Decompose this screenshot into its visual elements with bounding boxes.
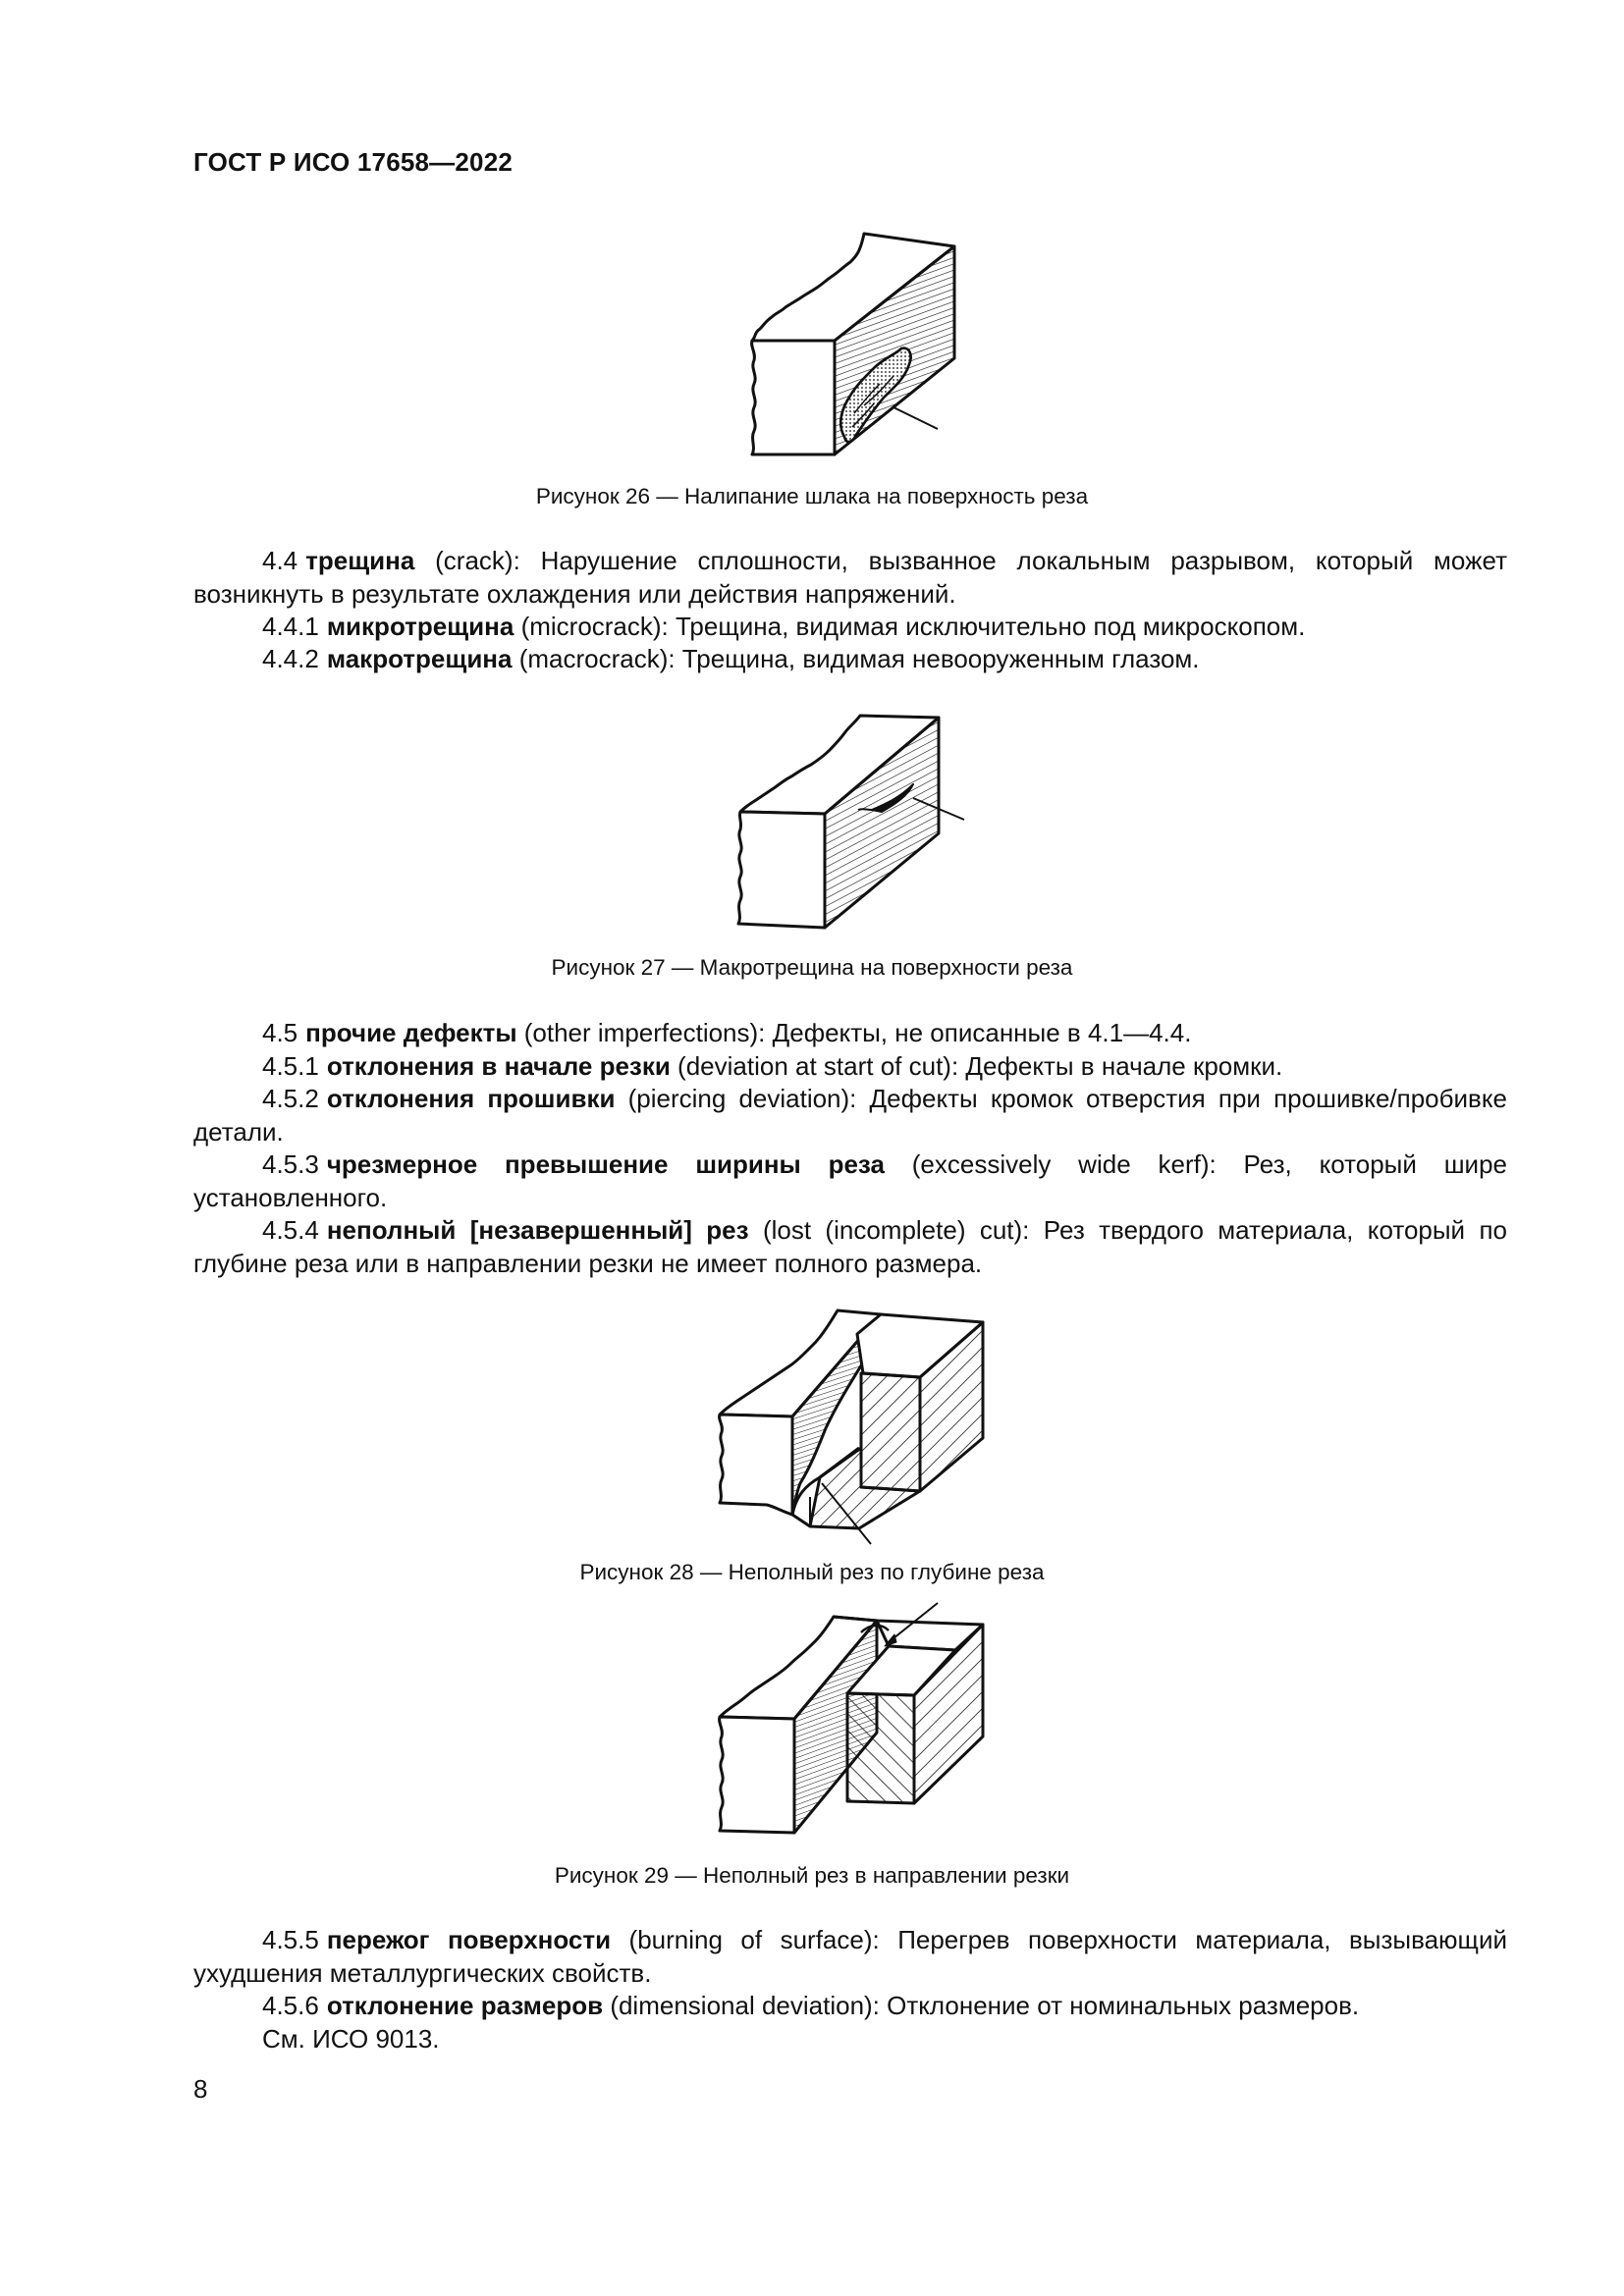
- section-4-5-6: 4.5.6 отклонение размеров (dimensional deviation): Отклонение от номинальных размеров.: [262, 1991, 1360, 2020]
- figure-28-caption: Рисунок 28 — Неполный рез по глубине реза: [579, 1560, 1045, 1584]
- figure-28-image: [712, 1301, 997, 1546]
- figure-29-caption: Рисунок 29 — Неполный рез в направлении резки: [554, 1863, 1070, 1888]
- figure-29-image: [712, 1595, 997, 1841]
- section-4-4-2: 4.4.2 макротрещина (macrocrack): Трещина, видимая невооруженным глазом.: [262, 644, 1200, 673]
- figure-27-image: [727, 702, 982, 937]
- figure-26-caption: Рисунок 26 — Налипание шлака на поверхность реза: [535, 484, 1089, 508]
- section-4-4: 4.4 трещина (crack): Нарушение сплошности, вызванное локальным разрывом, который может возникнуть в результате охлаждения или действия напряжений.: [193, 546, 1507, 609]
- section-4-5-2: 4.5.2 отклонения прошивки (piercing deviation): Дефекты кромок отверстия при прошивке/пробивке детали.: [193, 1084, 1507, 1147]
- section-4-5: 4.5 прочие дефекты (other imperfections): Дефекты, не описанные в 4.1—4.4.: [262, 1018, 1192, 1047]
- section-4-5-5: 4.5.5 пережог поверхности (burning of surface): Перегрев поверхности материала, вызывающий ухудшения металлургических свойств.: [193, 1925, 1507, 1988]
- figure-27-caption: Рисунок 27 — Макротрещина на поверхности реза: [551, 955, 1073, 980]
- section-4-5-3: 4.5.3 чрезмерное превышение ширины реза (excessively wide kerf): Рез, который шире установленного.: [193, 1149, 1508, 1212]
- figure-26-image: [727, 221, 962, 456]
- section-4-5-1: 4.5.1 отклонения в начале резки (deviation at start of cut): Дефекты в начале кромки.: [262, 1051, 1283, 1081]
- page-number: 8: [193, 2074, 208, 2104]
- see-also-note: См. ИСО 9013.: [262, 2024, 440, 2054]
- section-4-5-4: 4.5.4 неполный [незавершенный] рез (lost (incomplete) cut): Рез твердого материала, который по глубине реза или в направлении резки не имеет полного размера.: [193, 1215, 1507, 1278]
- document-code: ГОСТ Р ИСО 17658—2022: [193, 147, 514, 177]
- section-4-4-1: 4.4.1 микротрещина (microcrack): Трещина, видимая исключительно под микроскопом.: [262, 612, 1306, 641]
